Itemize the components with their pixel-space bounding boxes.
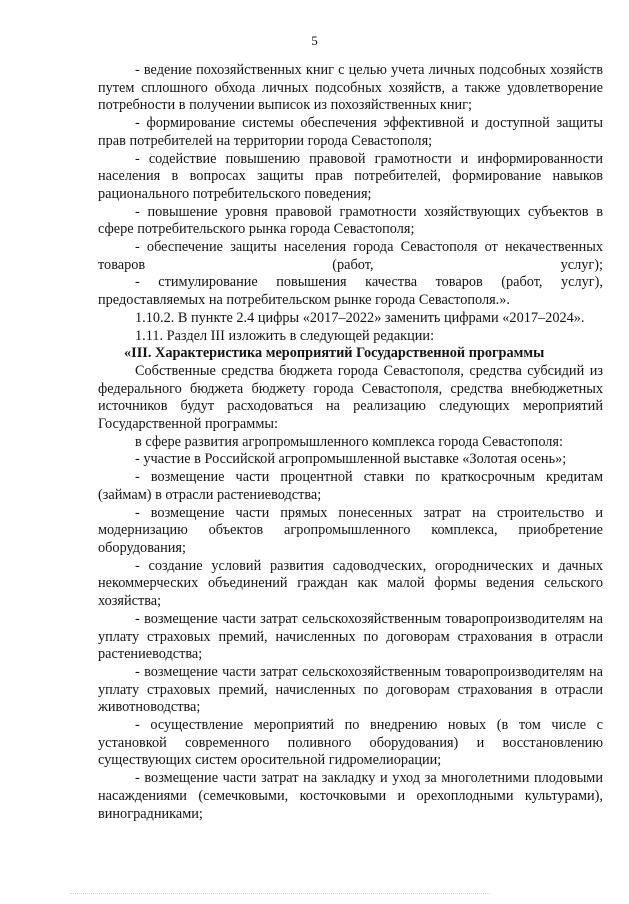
paragraph-protection-from-poor-goods: - обеспечение защиты населения города Севастополя от некачественных товаров (работ, услуг); — [98, 239, 603, 273]
paragraph-quality-stimulation: - стимулирование повышения качества товаров (работ, услуг), предоставляемых на потребительском рынке города Севастополя.». — [98, 274, 603, 309]
list-item-insurance-livestock: - возмещение части затрат сельскохозяйственным товаропроизводителям на уплату страховых премий, начисленных по договорам страхования в отрасли животноводства; — [98, 663, 603, 716]
scan-footer-line — [70, 893, 490, 895]
paragraph-clause-1-10-2: 1.10.2. В пункте 2.4 цифры «2017–2022» заменить цифрами «2017–2024». — [135, 309, 585, 326]
paragraph-legal-literacy-population: - содействие повышению правовой грамотности и информированности населения в вопросах защиты прав потребителей, формирование навыков рационального потребительского поведения; — [98, 150, 603, 202]
paragraph-funding-sources: Собственные средства бюджета города Севастополя, средства субсидий из федерального бюджета бюджету города Севастополя, средства внебюджетных источников будут расходоваться на реализацию следующих мероприятий Государственной программы: — [98, 362, 603, 433]
paragraph-consumer-protection-system: - формирование системы обеспечения эффективной и доступной защиты прав потребителей на территории города Севастополя; — [98, 115, 603, 149]
list-item-interest-rate: - возмещение части процентной ставки по краткосрочным кредитам (займам) в отрасли растениеводства; — [98, 469, 603, 503]
list-item-perennial-plantings: - возмещение части затрат на закладку и уход за многолетними плодовыми насаждениями (семечковыми, косточковыми и орехоплодными культурами), виноградниками; — [98, 770, 603, 822]
list-item-golden-autumn: - участие в Российской агропромышленной выставке «Золотая осень»; — [135, 451, 567, 468]
page-number: 5 — [311, 33, 318, 48]
list-item-direct-costs: - возмещение части прямых понесенных затрат на строительство и модернизацию объектов агропромышленного комплекса, приобретение оборудования; — [98, 504, 603, 556]
paragraph-household-books: - ведение похозяйственных книг с целью учета личных подсобных хозяйств путем сплошного обхода личных подсобных хозяйств, а также удовлетворение потребности в получении выписок из похозяйственных книг; — [98, 62, 603, 114]
list-item-irrigation: - осуществление мероприятий по внедрению новых (в том числе с установкой современного поливного оборудования) и восстановлению существующих систем оросительной гидромелиорации; — [98, 717, 603, 769]
paragraph-clause-1-11: 1.11. Раздел III изложить в следующей редакции: — [135, 327, 435, 344]
section-heading: «III. Характеристика мероприятий Государственной программы — [124, 345, 545, 362]
document-body — [98, 62, 603, 823]
list-item-insurance-crops: - возмещение части затрат сельскохозяйственным товаропроизводителям на уплату страховых премий, начисленных по договорам страхования в отрасли растениеводства; — [98, 610, 603, 663]
list-item-gardening-associations: - создание условий развития садоводческих, огороднических и дачных некоммерческих объединений граждан как малой формы ведения сельского хозяйства; — [98, 557, 603, 610]
paragraph-agro-sphere: в сфере развития агропромышленного комплекса города Севастополя: — [135, 433, 563, 450]
paragraph-legal-literacy-business: - повышение уровня правовой грамотности хозяйствующих субъектов в сфере потребительского рынка города Севастополя; — [98, 203, 603, 238]
